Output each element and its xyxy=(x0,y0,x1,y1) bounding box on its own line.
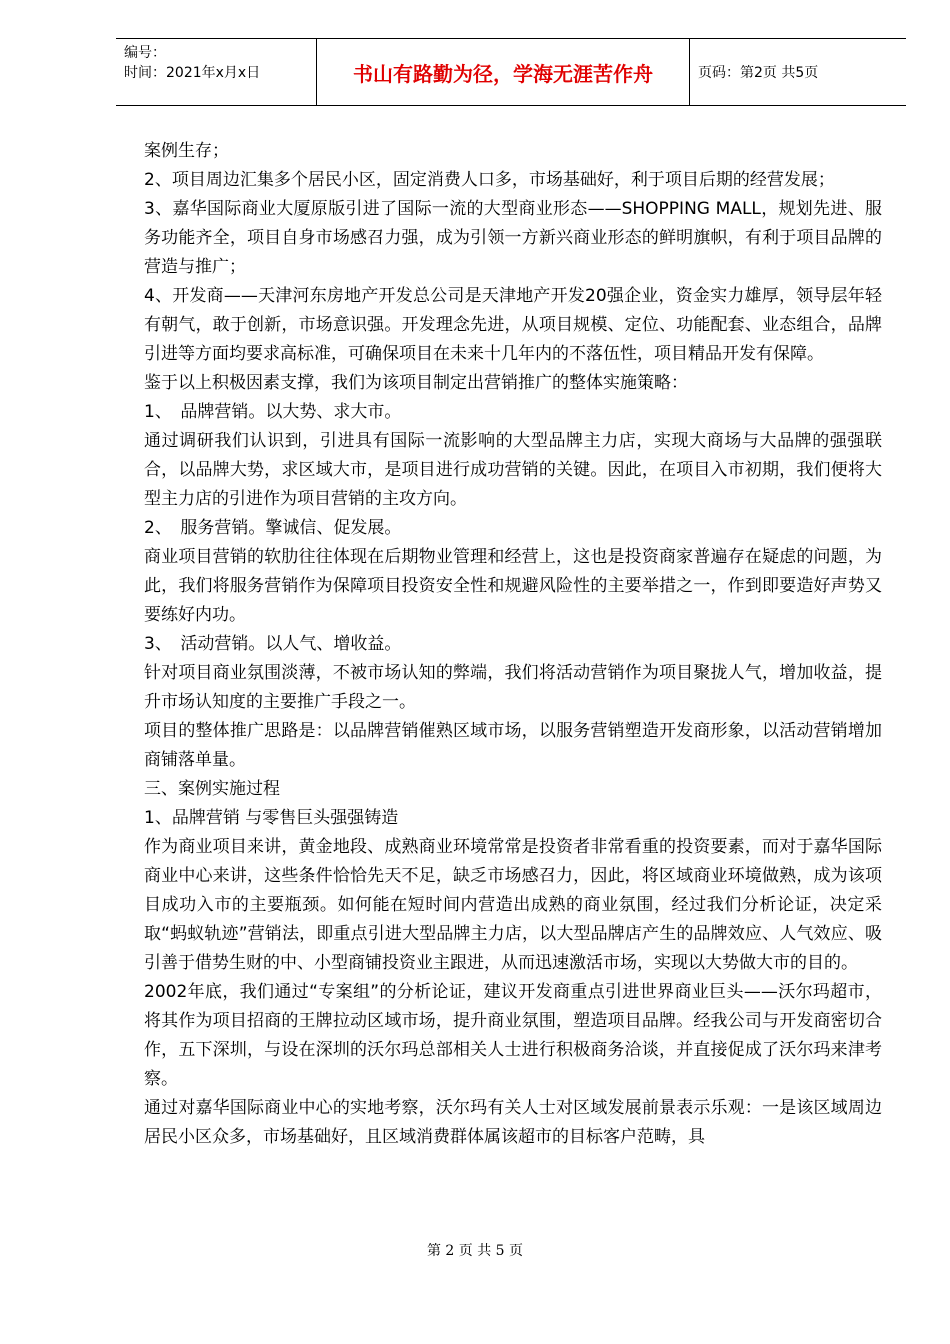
header-motto: 书山有路勤为径，学海无涯苦作舟 xyxy=(316,39,690,105)
document-number-label: 编号： xyxy=(124,45,166,61)
paragraph: 案例生存； xyxy=(144,141,229,161)
header-page-info: 页码：第2页 共5页 xyxy=(698,65,819,81)
subsection-heading: 1、品牌营销 与零售巨头强强铸造 xyxy=(144,808,399,828)
document-time-label: 时间：2021年x月x日 xyxy=(124,65,261,81)
page-footer: 第 2 页 共 5 页 xyxy=(426,1243,524,1259)
paragraph: 商业项目营销的软肋往往体现在后期物业管理和经营上，这也是投资商家普遍存在疑虑的问题，为此，我们将服务营销作为保障项目投资安全性和规避风险性的主要举措之一，作到即要造好声势又要练好内功。 xyxy=(144,547,882,625)
paragraph: 通过对嘉华国际商业中心的实地考察，沃尔玛有关人士对区域发展前景表示乐观：一是该区域周边居民小区众多，市场基础好，且区域消费群体属该超市的目标客户范畴，具 xyxy=(144,1098,882,1147)
paragraph: 鉴于以上积极因素支撑，我们为该项目制定出营销推广的整体实施策略： xyxy=(144,373,688,393)
document-body xyxy=(144,137,882,1152)
paragraph: 4、开发商——天津河东房地产开发总公司是天津地产开发20强企业，资金实力雄厚，领导层年轻有朝气，敢于创新，市场意识强。开发理念先进，从项目规模、定位、功能配套、业态组合，品牌引进等方面均要求高标准，可确保项目在未来十几年内的不落伍性，项目精品开发有保障。 xyxy=(144,286,882,364)
paragraph: 项目的整体推广思路是：以品牌营销催熟区域市场，以服务营销塑造开发商形象，以活动营销增加商铺落单量。 xyxy=(144,721,882,770)
paragraph: 3、嘉华国际商业大厦原版引进了国际一流的大型商业形态——SHOPPING MALL，规划先进、服务功能齐全，项目自身市场感召力强，成为引领一方新兴商业形态的鲜明旗帜，有利于项目品牌的营造与推广； xyxy=(144,199,882,277)
paragraph: 1、 品牌营销。以大势、求大市。 xyxy=(144,402,402,422)
paragraph: 3、 活动营销。以人气、增收益。 xyxy=(144,634,402,654)
paragraph: 2002年底，我们通过“专案组”的分析论证，建议开发商重点引进世界商业巨头——沃尔玛超市，将其作为项目招商的王牌拉动区域市场，提升商业氛围，塑造项目品牌。经我公司与开发商密切合作，五下深圳，与设在深圳的沃尔玛总部相关人士进行积极商务洽谈，并直接促成了沃尔玛来津考察。 xyxy=(144,982,882,1089)
header-meta xyxy=(116,39,316,105)
page-header xyxy=(116,38,906,106)
section-heading: 三、案例实施过程 xyxy=(144,779,280,799)
paragraph: 针对项目商业氛围淡薄，不被市场认知的弊端，我们将活动营销作为项目聚拢人气，增加收益，提升市场认知度的主要推广手段之一。 xyxy=(144,663,882,712)
paragraph: 通过调研我们认识到，引进具有国际一流影响的大型品牌主力店，实现大商场与大品牌的强强联合，以品牌大势，求区域大市，是项目进行成功营销的关键。因此，在项目入市初期，我们便将大型主力店的引进作为项目营销的主攻方向。 xyxy=(144,431,882,509)
paragraph: 2、项目周边汇集多个居民小区，固定消费人口多，市场基础好，利于项目后期的经营发展； xyxy=(144,170,835,190)
paragraph: 作为商业项目来讲，黄金地段、成熟商业环境常常是投资者非常看重的投资要素，而对于嘉华国际商业中心来讲，这些条件恰恰先天不足，缺乏市场感召力，因此，将区域商业环境做熟，成为该项目成功入市的主要瓶颈。如何能在短时间内营造出成熟的商业氛围，经过我们分析论证，决定采取“蚂蚁轨迹”营销法，即重点引进大型品牌主力店，以大型品牌店产生的品牌效应、人气效应、吸引善于借势生财的中、小型商铺投资业主跟进，从而迅速激活市场，实现以大势做大市的目的。 xyxy=(144,837,882,973)
paragraph: 2、 服务营销。擎诚信、促发展。 xyxy=(144,518,402,538)
